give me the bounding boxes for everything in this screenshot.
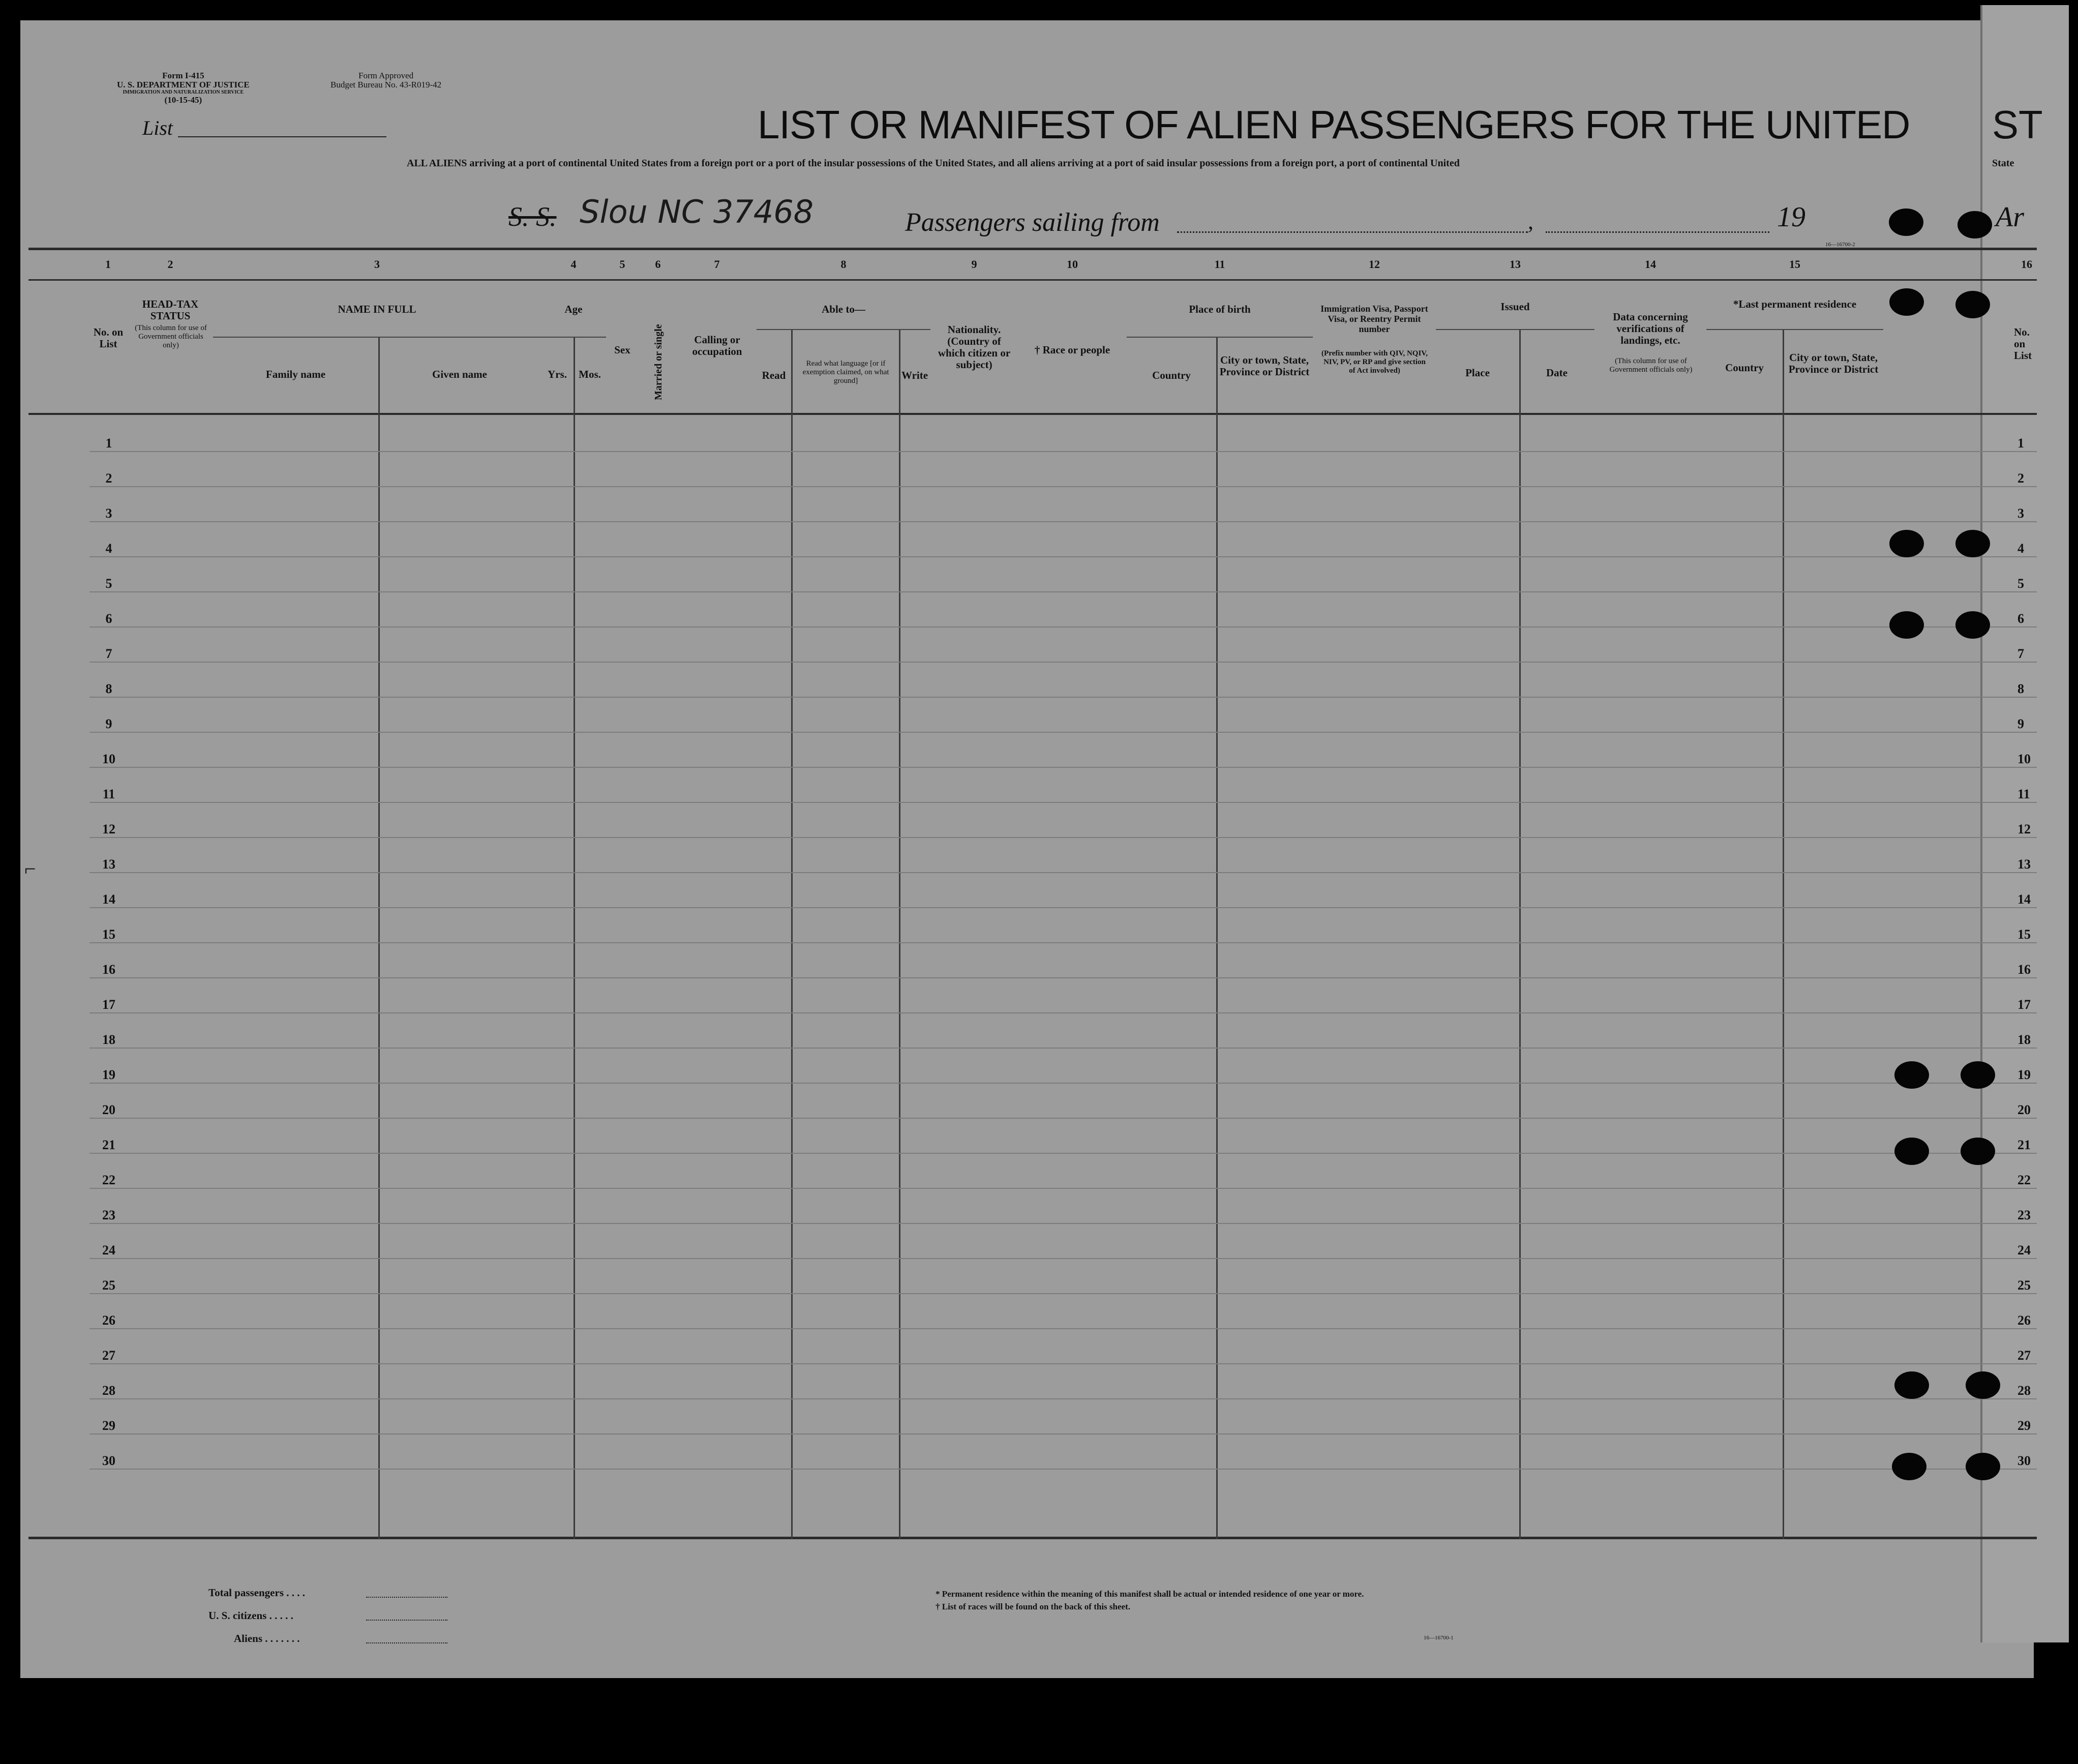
table-row (89, 1469, 2037, 1470)
form-number: Form I-415 (162, 71, 204, 80)
header-given-name: Given name (432, 368, 487, 380)
punch-hole (1892, 1453, 1926, 1480)
row-number: 3 (105, 506, 112, 521)
header-nationality: Nationality. (Country of which citizen or subject) (938, 323, 1011, 371)
header-residence-city: City or town, State, Province or District (1788, 351, 1879, 375)
header-name-in-full: NAME IN FULL (338, 303, 416, 315)
footnote-permanent-residence: * Permanent residence within the meaning of this manifest shall be actual or intended residence of one year or more. (936, 1589, 1364, 1599)
row-number: 6 (105, 611, 112, 626)
row-number: 4 (105, 541, 112, 556)
aliens-label: Aliens . . . . . . . (234, 1632, 300, 1645)
table-row (89, 1433, 2037, 1434)
manifest-table (28, 248, 2037, 1539)
punch-hole (1961, 1138, 1995, 1165)
col-number-5: 5 (619, 258, 625, 271)
punch-hole (1894, 1061, 1929, 1089)
row-number-right: 26 (2017, 1313, 2031, 1328)
comma: , (1528, 209, 1533, 234)
row-number: 2 (105, 471, 112, 486)
header-family-name: Family name (265, 368, 326, 380)
budget-number: Budget Bureau No. 43-R019-42 (330, 80, 442, 89)
row-number-right: 30 (2017, 1453, 2031, 1468)
row-number: 15 (102, 927, 115, 942)
approval: Form Approved (358, 71, 414, 80)
col-number-7: 7 (714, 258, 720, 271)
header-head-tax: HEAD-TAX STATUS (142, 298, 199, 322)
col-number-8: 8 (840, 258, 847, 271)
header-place-of-birth: Place of birth (1189, 303, 1251, 315)
row-number: 24 (102, 1243, 115, 1258)
us-citizens-blank (366, 1620, 447, 1621)
row-number: 23 (102, 1208, 115, 1222)
row-number-right: 2 (2017, 471, 2024, 486)
row-number: 16 (102, 962, 115, 977)
table-row (89, 837, 2037, 838)
form-date: (10-15-45) (164, 95, 202, 105)
col-number-3: 3 (374, 258, 380, 271)
row-number: 19 (102, 1067, 115, 1082)
row-number-right: 5 (2017, 576, 2024, 591)
row-number-right: 17 (2017, 997, 2031, 1012)
table-row (89, 872, 2037, 873)
table-row (89, 697, 2037, 698)
row-number: 17 (102, 997, 115, 1012)
col-number-2: 2 (167, 258, 173, 271)
table-row (89, 556, 2037, 557)
header-no-on-list: No. on List (93, 326, 124, 350)
table-row (89, 662, 2037, 663)
col-number-1: 1 (105, 258, 111, 271)
header-head-tax-note: (This column for use of Government officials only) (135, 324, 207, 349)
row-number-right: 15 (2017, 927, 2031, 942)
header-able-to: Able to— (822, 303, 865, 315)
row-number: 29 (102, 1418, 115, 1433)
col-number-10: 10 (1067, 258, 1078, 271)
row-number: 7 (105, 646, 112, 661)
header-last-residence: *Last permanent residence (1733, 298, 1857, 310)
row-number: 21 (102, 1138, 115, 1152)
print-code-bottom: 16—16700-1 (1424, 1635, 1454, 1641)
col-number-16: 16 (2021, 258, 2032, 271)
table-row (89, 1118, 2037, 1119)
row-number-right: 10 (2017, 752, 2031, 766)
punch-hole (1889, 611, 1924, 639)
row-number-right: 13 (2017, 857, 2031, 872)
header-yrs: Yrs. (548, 368, 567, 380)
row-number: 5 (105, 576, 112, 591)
list-line (178, 136, 386, 137)
punch-hole (1955, 611, 1990, 639)
sailing-label: Passengers sailing from (905, 208, 1160, 237)
arriving-prefix: Ar (1996, 201, 2024, 233)
row-number-right: 6 (2017, 611, 2024, 626)
row-number: 10 (102, 752, 115, 766)
row-number-right: 25 (2017, 1278, 2031, 1293)
header-visa-note: (Prefix number with QIV, NQIV, NIV, PV, or RP and give section of Act involved) (1321, 349, 1428, 375)
col-number-14: 14 (1645, 258, 1656, 271)
print-code-top: 16—16700-2 (1825, 242, 1855, 248)
table-row (89, 1048, 2037, 1049)
punch-hole (1957, 211, 1992, 238)
row-number: 8 (105, 681, 112, 696)
header-married: Married or single (653, 324, 664, 400)
row-number: 25 (102, 1278, 115, 1293)
row-number-right: 3 (2017, 506, 2024, 521)
header-mos: Mos. (579, 368, 601, 380)
row-number: 18 (102, 1032, 115, 1047)
punch-hole (1961, 1061, 1995, 1089)
header-read: Read (762, 369, 786, 381)
table-row (89, 1083, 2037, 1084)
row-number-right: 27 (2017, 1348, 2031, 1363)
table-row (89, 1012, 2037, 1013)
row-number-right: 4 (2017, 541, 2024, 556)
row-number-right: 9 (2017, 716, 2024, 731)
col-number-13: 13 (1510, 258, 1521, 271)
row-number-right: 19 (2017, 1067, 2031, 1082)
row-number: 11 (102, 787, 115, 801)
col-number-9: 9 (971, 258, 977, 271)
punch-hole (1894, 1138, 1929, 1165)
year-prefix: 19 (1777, 201, 1805, 233)
table-row (89, 977, 2037, 978)
col-number-11: 11 (1214, 258, 1225, 271)
footnote-list-of-races: † List of races will be found on the back of this sheet. (936, 1602, 1130, 1611)
punch-hole (1955, 291, 1990, 318)
header-read-language: Read what language [or if exemption claimed, on what ground] (802, 360, 889, 385)
row-number-right: 29 (2017, 1418, 2031, 1433)
row-number-right: 23 (2017, 1208, 2031, 1222)
row-number: 27 (102, 1348, 115, 1363)
row-number-right: 8 (2017, 681, 2024, 696)
row-number: 26 (102, 1313, 115, 1328)
punch-hole (1894, 1371, 1929, 1399)
table-row (89, 1153, 2037, 1154)
form-info (117, 71, 250, 105)
row-number: 13 (102, 857, 115, 872)
aliens-blank (366, 1642, 447, 1643)
row-number-right: 18 (2017, 1032, 2031, 1047)
header-data-note: (This column for use of Government officials only) (1609, 357, 1693, 374)
table-row (89, 942, 2037, 943)
total-passengers-label: Total passengers . . . . (208, 1587, 305, 1599)
header-age: Age (564, 303, 583, 315)
punch-hole (1889, 208, 1923, 236)
table-row (89, 767, 2037, 768)
row-number-right: 16 (2017, 962, 2031, 977)
punch-hole (1955, 530, 1990, 557)
row-number-right: 22 (2017, 1173, 2031, 1187)
row-number-right: 21 (2017, 1138, 2031, 1152)
row-number-right: 1 (2017, 436, 2024, 451)
row-number: 12 (102, 822, 115, 836)
col-number-4: 4 (570, 258, 577, 271)
service: IMMIGRATION AND NATURALIZATION SERVICE (123, 89, 244, 95)
header-issued-date: Date (1546, 367, 1568, 379)
header-birth-city: City or town, State, Province or District (1219, 354, 1310, 378)
department: U. S. DEPARTMENT OF JUSTICE (117, 80, 250, 89)
header-birth-country: Country (1152, 369, 1191, 381)
table-row (89, 907, 2037, 908)
header-sex: Sex (614, 344, 630, 356)
header-no-on-list-right: No. on List (2014, 326, 2032, 362)
col-number-6: 6 (655, 258, 661, 271)
edge-mark: ⌐ (24, 857, 36, 880)
table-row (89, 1258, 2037, 1259)
table-row (89, 591, 2037, 592)
row-number: 20 (102, 1102, 115, 1117)
punch-hole (1966, 1371, 2000, 1399)
total-passengers-blank (366, 1597, 447, 1598)
punch-hole (1889, 530, 1924, 557)
row-number-right: 24 (2017, 1243, 2031, 1258)
row-number-right: 7 (2017, 646, 2024, 661)
row-number: 28 (102, 1383, 115, 1398)
page-subtitle: ALL ALIENS arriving at a port of continental United States from a foreign port or a port of the insular possessions of the United States, and all aliens arriving at a port of said insular possessions from a foreign port, a port of continental United (407, 158, 1460, 169)
header-visa: Immigration Visa, Passport Visa, or Reentry Permit number (1320, 304, 1428, 334)
table-row (89, 1223, 2037, 1224)
punch-hole (1889, 288, 1924, 316)
header-issued: Issued (1500, 301, 1530, 313)
row-number-right: 14 (2017, 892, 2031, 907)
page-subtitle-continuation: State (1992, 158, 2014, 169)
table-row (89, 732, 2037, 733)
table-row (89, 1328, 2037, 1329)
table-row (89, 521, 2037, 522)
header-issued-place: Place (1465, 367, 1490, 379)
col-number-15: 15 (1789, 258, 1800, 271)
table-row (89, 802, 2037, 803)
header-data-concerning: Data concerning verifications of landings, etc. (1613, 311, 1688, 346)
table-row (89, 626, 2037, 627)
table-row (89, 1293, 2037, 1294)
row-number: 1 (105, 436, 112, 451)
table-row (89, 1398, 2037, 1399)
punch-hole (1966, 1453, 2000, 1480)
header-race: † Race or people (1034, 344, 1110, 356)
row-number-right: 20 (2017, 1102, 2031, 1117)
ship-entry: Slou NC 37468 (580, 193, 814, 230)
sailing-date-blank (1546, 231, 1769, 233)
page-title: LIST OR MANIFEST OF ALIEN PASSENGERS FOR THE UNITED (758, 102, 1910, 147)
row-number: 14 (102, 892, 115, 907)
header-residence-country: Country (1725, 362, 1764, 374)
row-number-right: 12 (2017, 822, 2031, 836)
row-number: 9 (105, 716, 112, 731)
ss-label: S. S. (508, 201, 557, 232)
row-number: 22 (102, 1173, 115, 1187)
sailing-port-blank (1177, 231, 1528, 233)
budget-info (330, 71, 441, 89)
row-number: 30 (102, 1453, 115, 1468)
us-citizens-label: U. S. citizens . . . . . (208, 1609, 293, 1622)
table-row (89, 1188, 2037, 1189)
list-label: List (142, 116, 173, 139)
header-calling: Calling or occupation (692, 334, 742, 357)
col-number-12: 12 (1369, 258, 1380, 271)
table-row (89, 451, 2037, 452)
header-write: Write (901, 369, 928, 381)
table-row (89, 486, 2037, 487)
page-title-continuation: ST (1992, 102, 2043, 147)
row-number-right: 11 (2017, 787, 2030, 801)
table-row (89, 1363, 2037, 1364)
row-number-right: 28 (2017, 1383, 2031, 1398)
